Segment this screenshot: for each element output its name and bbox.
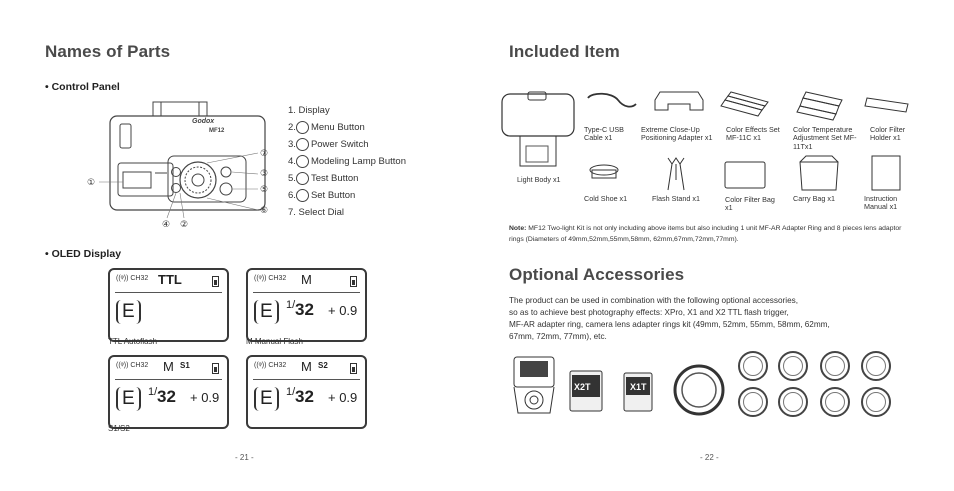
signal-glyph: ((ᵠ)) [254, 275, 267, 282]
names-of-parts-title: Names of Parts [45, 42, 171, 61]
signal-glyph: ((ᵠ)) [116, 362, 129, 369]
legend-dial [288, 204, 406, 221]
optional-line-1: The product can be used in combination with the following optional accessories, [509, 296, 799, 305]
legend-display-label: 1. Display [288, 105, 330, 116]
signal-icon [254, 362, 286, 369]
callout-7: ⑦ [260, 148, 269, 158]
callout-2: ② [180, 219, 189, 229]
adapter-ring [861, 387, 891, 417]
caption-ttl: TTL Autoflash [108, 337, 158, 346]
divider [253, 379, 360, 380]
channel-label: CH32 [130, 362, 149, 369]
power-fraction: 1/ [286, 299, 296, 311]
adapter-ring [778, 351, 808, 381]
item-carry-bag: Carry Bag x1 [793, 194, 835, 203]
legend-modeling-label: Modeling Lamp Button [310, 156, 406, 167]
compensation-value: + 0.9 [328, 303, 358, 318]
battery-icon [350, 363, 357, 374]
x2t-label: X2T [574, 382, 591, 392]
signal-glyph: ((ᵠ)) [254, 362, 267, 369]
optional-text [509, 295, 929, 343]
oled-display-ttl [108, 268, 229, 342]
optional-accessories-illustration [508, 355, 733, 417]
legend-set-label: Set Button [310, 190, 356, 201]
included-item-title: Included Item [509, 42, 620, 61]
oled-heading: • OLED Display [45, 248, 122, 260]
adapter-ring [738, 351, 768, 381]
legend-num-6: 6. [288, 190, 296, 201]
parts-legend [288, 102, 406, 221]
channel-label: CH32 [268, 362, 287, 369]
callout-4: ④ [162, 219, 171, 229]
channel-label: CH32 [268, 275, 287, 282]
note-text: MF12 Two-light Kit is not only including above items but also including 1 unit MF-AR Adapter Ring and 8 pieces lens adaptor rings (Diameters of 49mm,52mm,55mm,58mm, 62mm,67mm,72mm,77mm). [509, 225, 902, 243]
power-icon [296, 138, 309, 151]
slave-mode-label: S2 [318, 361, 328, 370]
mode-label: M [301, 359, 312, 374]
adapter-ring [820, 387, 850, 417]
power-value: 32 [295, 300, 314, 319]
battery-icon [212, 363, 219, 374]
page-number-right: - 22 - [700, 453, 719, 462]
note-label: Note: [509, 225, 527, 232]
compensation-value: + 0.9 [190, 390, 220, 405]
power-fraction: 1/ [148, 386, 158, 398]
e-indicator: E [254, 387, 279, 411]
legend-num-4: 4. [288, 156, 296, 167]
lamp-icon [296, 155, 309, 168]
item-color-temp: Color Temperature Adjustment Set MF-11Tx1 [793, 125, 857, 151]
power-value: 32 [295, 387, 314, 406]
item-usb-cable: Type-C USB Cable x1 [584, 125, 624, 143]
item-filter-holder: Color Filter Holder x1 [870, 125, 906, 143]
legend-power-label: Power Switch [310, 139, 369, 150]
legend-num-3: 3. [288, 139, 296, 150]
mode-label: TTL [158, 272, 182, 287]
signal-icon [116, 275, 148, 282]
item-filter-bag: Color Filter Bag x1 [725, 195, 775, 213]
oled-display-s1 [108, 355, 229, 429]
included-items-illustration [500, 90, 920, 215]
item-color-effects: Color Effects Set MF-11C x1 [726, 125, 780, 143]
battery-icon [212, 276, 219, 287]
legend-num-5: 5. [288, 173, 296, 184]
item-manual: Instruction Manual x1 [864, 194, 898, 212]
power-fraction: 1/ [286, 386, 296, 398]
note-paragraph [509, 224, 909, 245]
adapter-ring [778, 387, 808, 417]
item-cold-shoe: Cold Shoe x1 [584, 194, 628, 203]
caption-s1s2: S1/S2 [108, 424, 130, 433]
test-icon [296, 172, 309, 185]
adapter-ring [820, 351, 850, 381]
menu-icon [296, 121, 309, 134]
callout-6: ⑥ [260, 205, 269, 215]
legend-dial-label: 7. Select Dial [288, 207, 344, 218]
item-close-up-adapter: Extreme Close-Up Positioning Adapter x1 [641, 125, 713, 143]
divider [115, 379, 222, 380]
legend-num-2: 2. [288, 122, 296, 133]
legend-power [288, 136, 406, 153]
mode-label: M [163, 359, 174, 374]
optional-line-4: 67mm, 72mm, 77mm), etc. [509, 331, 607, 341]
power-value: 32 [157, 387, 176, 406]
channel-label: CH32 [130, 275, 149, 282]
optional-line-2: so as to achieve best photography effects: XPro, X1 and X2 TTL flash trigger, [509, 307, 789, 317]
divider [115, 292, 222, 293]
oled-display-manual [246, 268, 367, 342]
x1t-label: X1T [630, 382, 647, 392]
optional-line-3: MF-AR adapter ring, camera lens adapter rings kit (49mm, 52mm, 55mm, 58mm, 62mm, [509, 319, 830, 329]
set-icon [296, 189, 309, 202]
control-panel-heading: • Control Panel [45, 81, 120, 93]
adapter-ring [861, 351, 891, 381]
e-indicator: E [254, 300, 279, 324]
legend-display [288, 102, 406, 119]
divider [253, 292, 360, 293]
legend-test [288, 170, 406, 187]
optional-accessories-title: Optional Accessories [509, 265, 685, 284]
e-indicator: E [116, 387, 141, 411]
callout-1: ① [87, 177, 96, 187]
battery-icon [350, 276, 357, 287]
legend-menu-label: Menu Button [310, 122, 365, 133]
legend-modeling [288, 153, 406, 170]
adapter-ring [738, 387, 768, 417]
item-light-body: Light Body x1 [517, 175, 561, 184]
signal-icon [254, 275, 286, 282]
slave-mode-label: S1 [180, 361, 190, 370]
item-flash-stand: Flash Stand x1 [652, 194, 700, 203]
oled-display-s2 [246, 355, 367, 429]
legend-test-label: Test Button [310, 173, 359, 184]
legend-set [288, 187, 406, 204]
e-indicator: E [116, 300, 141, 324]
callout-5: ⑤ [260, 184, 269, 194]
legend-menu [288, 119, 406, 136]
mode-label: M [301, 272, 312, 287]
signal-icon [116, 362, 148, 369]
caption-manual: M Manual Flash [246, 337, 303, 346]
signal-glyph: ((ᵠ)) [116, 275, 129, 282]
model-label: MF12 [209, 128, 225, 134]
callout-3: ③ [260, 168, 269, 178]
brand-logo: Godox [192, 118, 215, 125]
compensation-value: + 0.9 [328, 390, 358, 405]
page-number-left: - 21 - [235, 453, 254, 462]
